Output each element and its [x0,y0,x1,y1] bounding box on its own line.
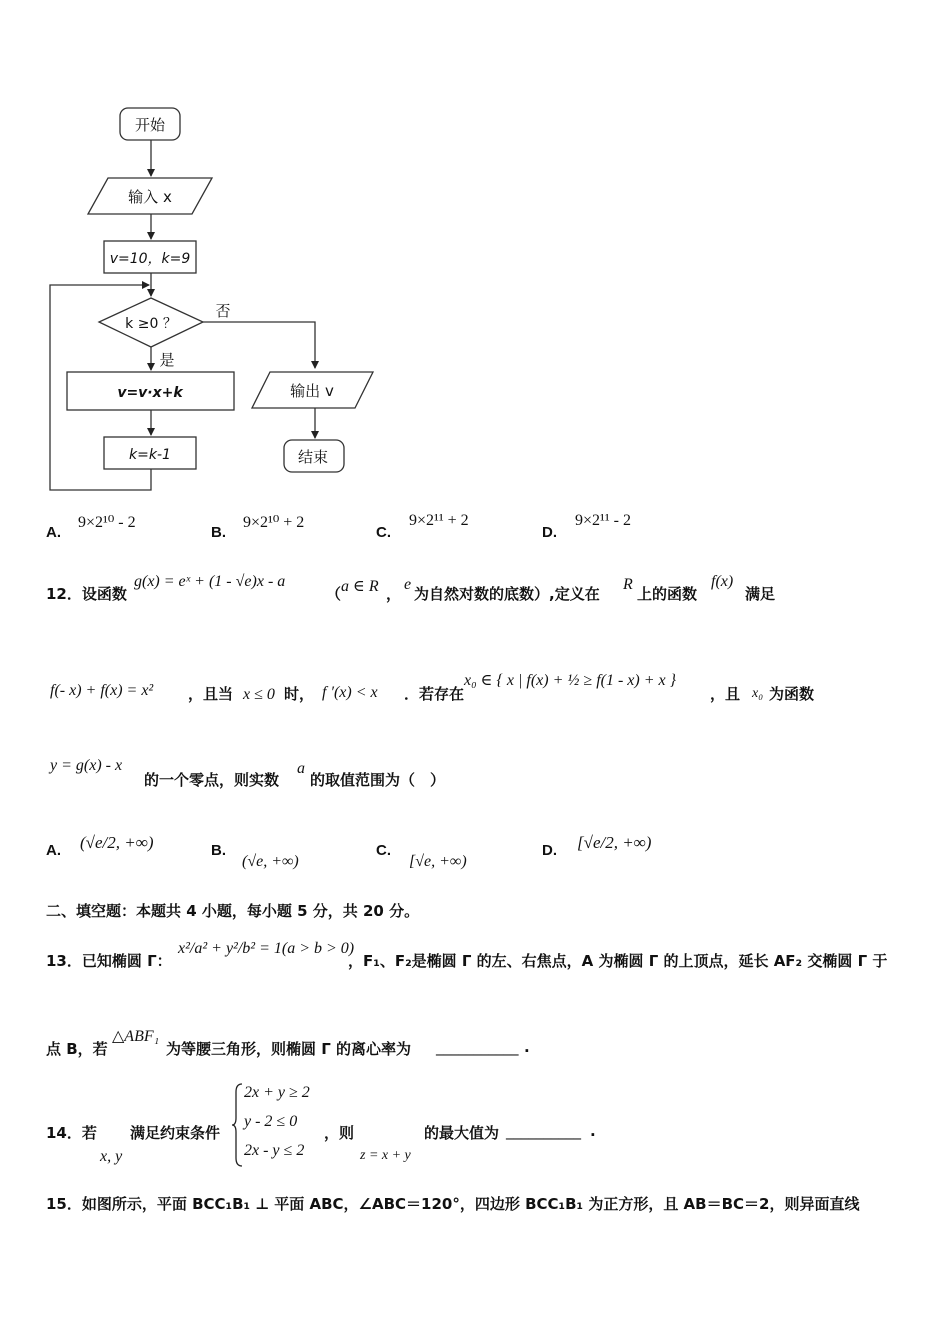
q12-option-a-expr: (√e/2, +∞) [80,833,154,852]
q13-ellipse-eq: x²/a² + y²/b² = 1(a > b > 0) [178,940,355,957]
flow-end-text: 结束 [297,448,329,466]
flow-no-label: 否 [215,302,231,320]
flow-condition-text: k ≥0 ？ [125,316,177,332]
q14-text3: 的最大值为 [424,1124,500,1142]
q12-line3-text1: 的一个零点，则实数 [144,771,280,789]
q14-constraint-1: 2x + y ≥ 2 [244,1084,310,1101]
q12-f-symbol: f(x) [711,573,734,590]
section-2-heading: 二、填空题：本题共 4 小题，每小题 5 分，共 20 分。 [46,902,420,920]
q14-prefix: 14．若 [46,1124,97,1142]
q12-line2-text3: ．若存在 [404,685,465,703]
q12-R-symbol: R [623,576,633,593]
q12-prefix: 12．设函数 [46,585,127,603]
flow-start-text: 开始 [134,116,166,134]
q12-text3: 满足 [745,585,776,603]
q14-text2: ，则 [324,1124,355,1142]
q12-text2: 上的函数 [637,585,698,603]
q11-option-a-label: A. [46,524,61,541]
q11-option-b-label: B. [211,524,226,541]
flow-init-text: v=10，k=9 [109,251,191,267]
flowchart [0,0,420,500]
q13-line2-text2: 为等腰三角形，则椭圆 Γ 的离心率为 [166,1040,412,1058]
flow-input-text: 输入 x [128,188,172,206]
q12-line2-text4: ，且 [710,685,741,703]
q12-zero-eq: y = g(x) - x [50,757,123,774]
q14-text1: 满足约束条件 [130,1124,221,1142]
q12-text1: 为自然对数的底数）,定义在 [414,585,600,603]
q12-line2-text2: 时， [284,685,315,703]
q12-x0: x₀ [752,686,764,701]
q12-e-symbol: e [404,576,412,593]
q12-comma: ， [386,585,402,603]
question-15-text: 15．如图所示，平面 BCC₁B₁ ⊥ 平面 ABC，∠ABC＝120°，四边形 BCC₁B₁ 为正方形，且 AB＝BC＝2，则异面直线 [46,1195,860,1213]
q11-option-b-expr: 9×2¹⁰ + 2 [243,514,305,531]
q11-option-a-expr: 9×2¹⁰ - 2 [78,514,136,531]
q14-left-brace [232,1082,244,1168]
q12-paren-open: （ [326,585,342,603]
q13-triangle: △ABF₁ [112,1028,160,1045]
flow-process2-text: k=k-1 [129,447,171,463]
q12-x-le-0: x ≤ 0 [243,686,275,703]
q12-a-in-R: a ∈ R [341,578,379,595]
q14-vars: x, y [100,1148,123,1165]
q14-period: . [590,1122,596,1140]
flow-yes-label: 是 [159,351,175,369]
q12-f-identity: f(- x) + f(x) = x² [50,682,154,699]
q11-option-d-expr: 9×2¹¹ - 2 [575,512,631,529]
q12-line2-text1: ，且当 [188,685,234,703]
q12-option-d-label: D. [542,842,557,859]
q13-period: . [524,1038,530,1056]
q12-f-prime: f ′(x) < x [322,684,378,701]
q12-line3-text2: 的取值范围为（ ） [310,771,446,789]
q12-option-d-expr: [√e/2, +∞) [577,833,652,852]
q12-option-c-label: C. [376,842,391,859]
q12-option-a-label: A. [46,842,61,859]
q14-constraint-3: 2x - y ≤ 2 [244,1142,305,1159]
q14-z-eq: z = x + y [360,1148,411,1163]
q14-answer-blank[interactable]: __________ [506,1122,581,1140]
q12-x0-set: x₀ ∈ { x | f(x) + ½ ≥ f(1 - x) + x } [464,672,677,689]
q12-g-definition: g(x) = eˣ + (1 - √e)x - a [134,573,286,590]
q12-a-symbol: a [297,760,305,777]
q13-text1: ，F₁、F₂是椭圆 Γ 的左、右焦点，A 为椭圆 Γ 的上顶点，延长 AF₂ 交椭圆 Γ 于 [348,952,888,970]
q13-line2-text1: 点 B，若 [46,1040,108,1058]
q13-answer-blank[interactable]: ___________ [436,1038,519,1056]
flow-process1-text: v=v·x+k [117,385,183,401]
q12-option-b-label: B. [211,842,226,859]
flow-output-text: 输出 v [290,382,334,400]
q14-constraint-2: y - 2 ≤ 0 [244,1113,298,1130]
q13-prefix: 13．已知椭圆 Γ： [46,952,172,970]
q11-option-c-label: C. [376,524,391,541]
q12-option-b-expr: (√e, +∞) [242,853,299,870]
q11-option-d-label: D. [542,524,557,541]
q11-option-c-expr: 9×2¹¹ + 2 [409,512,469,529]
q12-line2-text5: 为函数 [769,685,815,703]
q12-option-c-expr: [√e, +∞) [409,853,467,870]
